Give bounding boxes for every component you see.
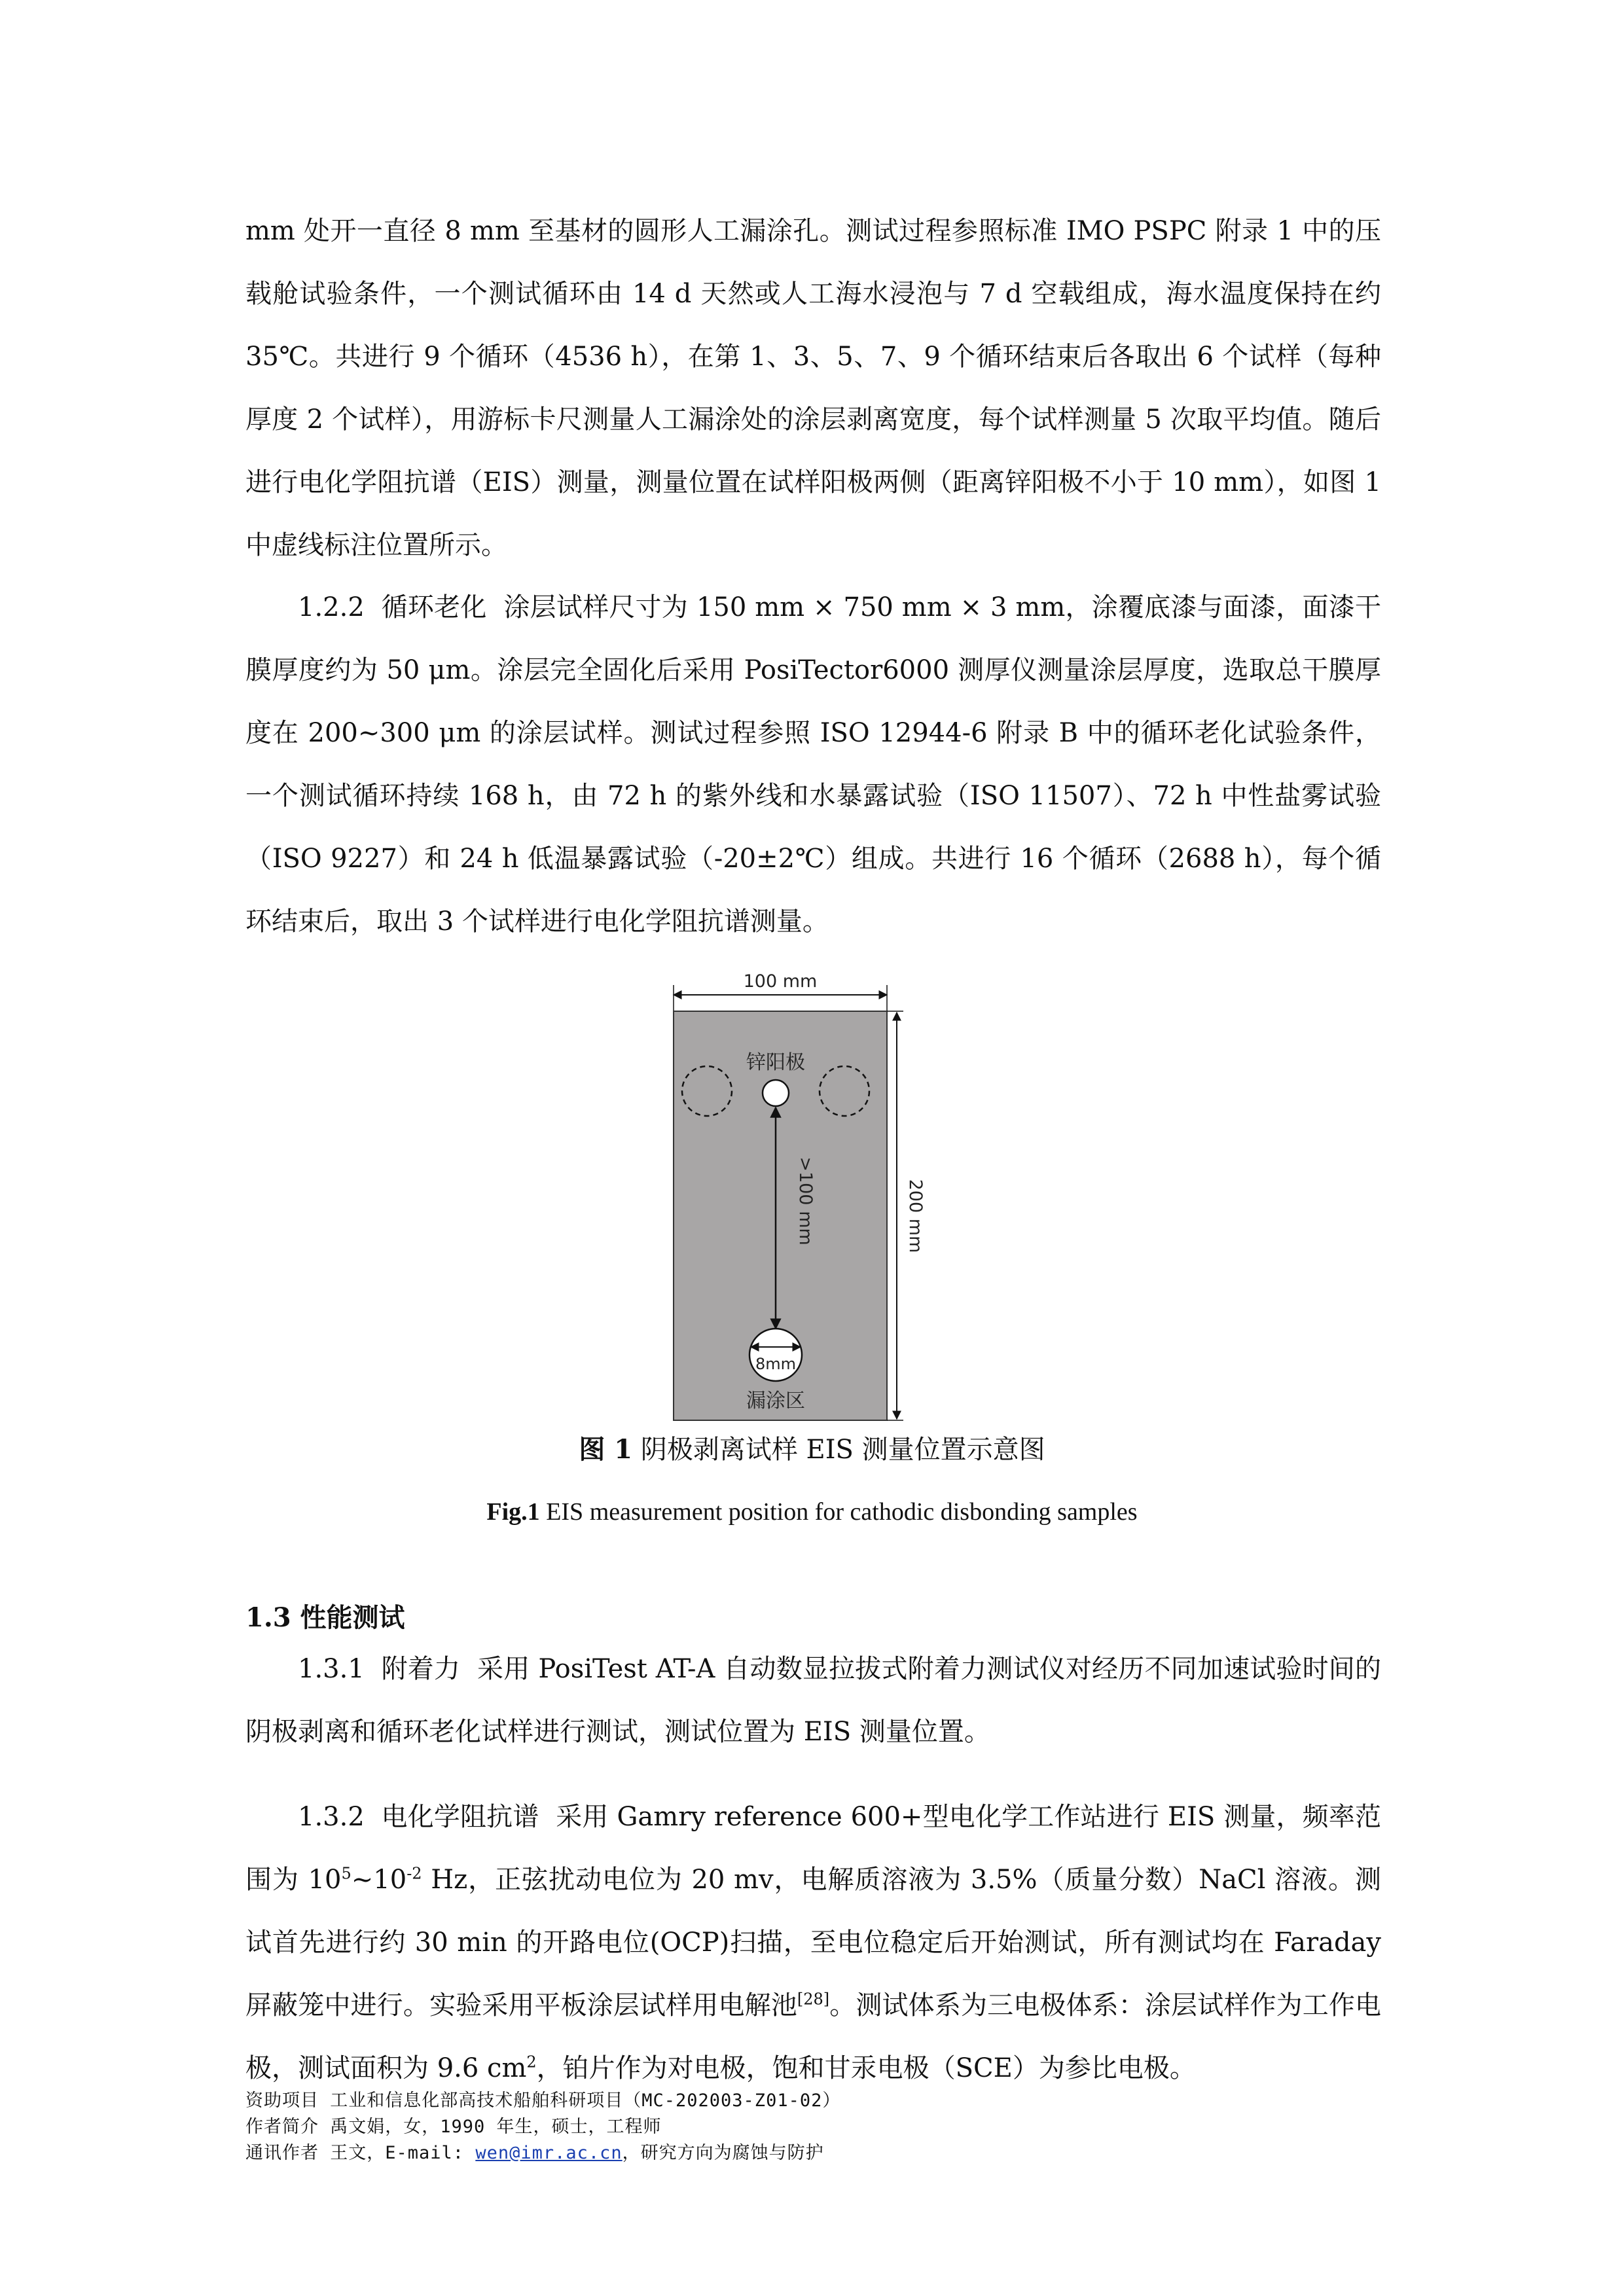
height-label: 200 mm: [905, 1179, 926, 1253]
caption-number: 图 1: [579, 1434, 633, 1465]
distance-label: >100 mm: [795, 1157, 816, 1246]
paragraph-text: 。测试体系为三电极体系：涂层试样作为工作电极，测试面积为 9.6 cm: [245, 1990, 1382, 2083]
superscript: 5: [341, 1864, 352, 1883]
hole-label: 8mm: [755, 1355, 797, 1373]
figure-caption-cn: [0, 1430, 1624, 1469]
paragraph-adhesion: [245, 1638, 1381, 1763]
paragraph-text: 采用 PosiTest AT-A 自动数显拉拔式附着力测试仪对经历不同加速试验时间的阴极剥离和循环老化试样进行测试，测试位置为 EIS 测量位置。: [245, 1654, 1382, 1747]
superscript: 2: [526, 2053, 537, 2072]
paragraph-text: 采用 Gamry reference 600+型电化学工作站进行 EIS 测量，频率范围为 10: [245, 1802, 1382, 1895]
footnote-text: 通讯作者 王文，E-mail:: [245, 2143, 476, 2163]
subsection-lead: 1.3.2 电化学阻抗谱: [298, 1802, 556, 1832]
paragraph-text: 涂层试样尺寸为 150 mm × 750 mm × 3 mm，涂覆底漆与面漆，面漆干膜厚度约为 50 μm。涂层完全固化后采用 PosiTector6000 测厚仪测量涂层厚度，选取总干膜厚度在 200~300 μm 的涂层试样。测试过程参照 ISO 12944-6 附录 B 中的循环老化试验条件，一个测试循环持续 168 h，由 72 h 的紫外线和水暴露试验（ISO 11507）、72 h 中性盐雾试验（ISO 9227）和 24 h 低温暴露试验（-20±2℃）组成。共进行 16 个循环（2688 h），每个循环结束后，取出 3 个试样进行电化学阻抗谱测量。: [245, 592, 1381, 937]
paragraph-test-procedure: [245, 200, 1381, 577]
holiday-label: 漏涂区: [746, 1390, 805, 1412]
footnote-text: ，研究方向为腐蚀与防护: [622, 2143, 824, 2163]
paragraph-text: ，铂片作为对电极，饱和甘汞电极（SCE）为参比电极。: [536, 2053, 1196, 2083]
footnote-author: 作者简介 禹文娟，女，1990 年生，硕士，工程师: [245, 2117, 662, 2137]
anode-label: 锌阳极: [746, 1051, 805, 1074]
caption-number: Fig.1: [486, 1498, 540, 1526]
subsection-lead: 1.3.1 附着力: [298, 1654, 478, 1684]
paragraph-text: Hz，正弦扰动电位为 20 mv，电解质溶液为 3.5%（质量分数）NaCl 溶液。测试首先进行约 30 min 的开路电位(OCP)扫描，至电位稳定后开始测试，所有测试均在 Faraday 屏蔽笼中进行。实验采用平板涂层试样用电解池: [245, 1865, 1381, 2020]
caption-text: EIS measurement position for cathodic disbonding samples: [539, 1498, 1138, 1526]
sample-diagram: [628, 962, 943, 1433]
section-heading: 1.3 性能测试: [245, 1602, 405, 1633]
email-link[interactable]: wen@imr.ac.cn: [475, 2143, 623, 2163]
subsection-lead: 1.2.2 循环老化: [298, 592, 504, 622]
paragraph-cyclic-aging: [245, 576, 1381, 953]
width-label: 100 mm: [743, 971, 818, 992]
zinc-anode: [763, 1080, 789, 1106]
figure-caption-en: [0, 1492, 1624, 1532]
figure-1: [628, 962, 943, 1433]
citation-superscript: [28]: [797, 1990, 830, 2009]
paragraph-text: ~10: [351, 1865, 407, 1895]
superscript: -2: [406, 1864, 422, 1883]
footnote-corresponding: [245, 2142, 824, 2164]
paragraph-eis: [245, 1785, 1381, 2100]
caption-text: 阴极剥离试样 EIS 测量位置示意图: [632, 1435, 1045, 1465]
paragraph-text: mm 处开一直径 8 mm 至基材的圆形人工漏涂孔。测试过程参照标准 IMO PSPC 附录 1 中的压载舱试验条件，一个测试循环由 14 d 天然或人工海水浸泡与 7 d 空载组成，海水温度保持在约 35℃。共进行 9 个循环（4536 h），在第 1、3、5、7、9 个循环结束后各取出 6 个试样（每种厚度 2 个试样），用游标卡尺测量人工漏涂处的涂层剥离宽度，每个试样测量 5 次取平均值。随后进行电化学阻抗谱（EIS）测量，测量位置在试样阳极两侧（距离锌阳极不小于 10 mm），如图 1 中虚线标注位置所示。: [245, 216, 1381, 560]
footnote-funding: 资助项目 工业和信息化部高技术船舶科研项目（MC-202003-Z01-02）: [245, 2090, 841, 2111]
